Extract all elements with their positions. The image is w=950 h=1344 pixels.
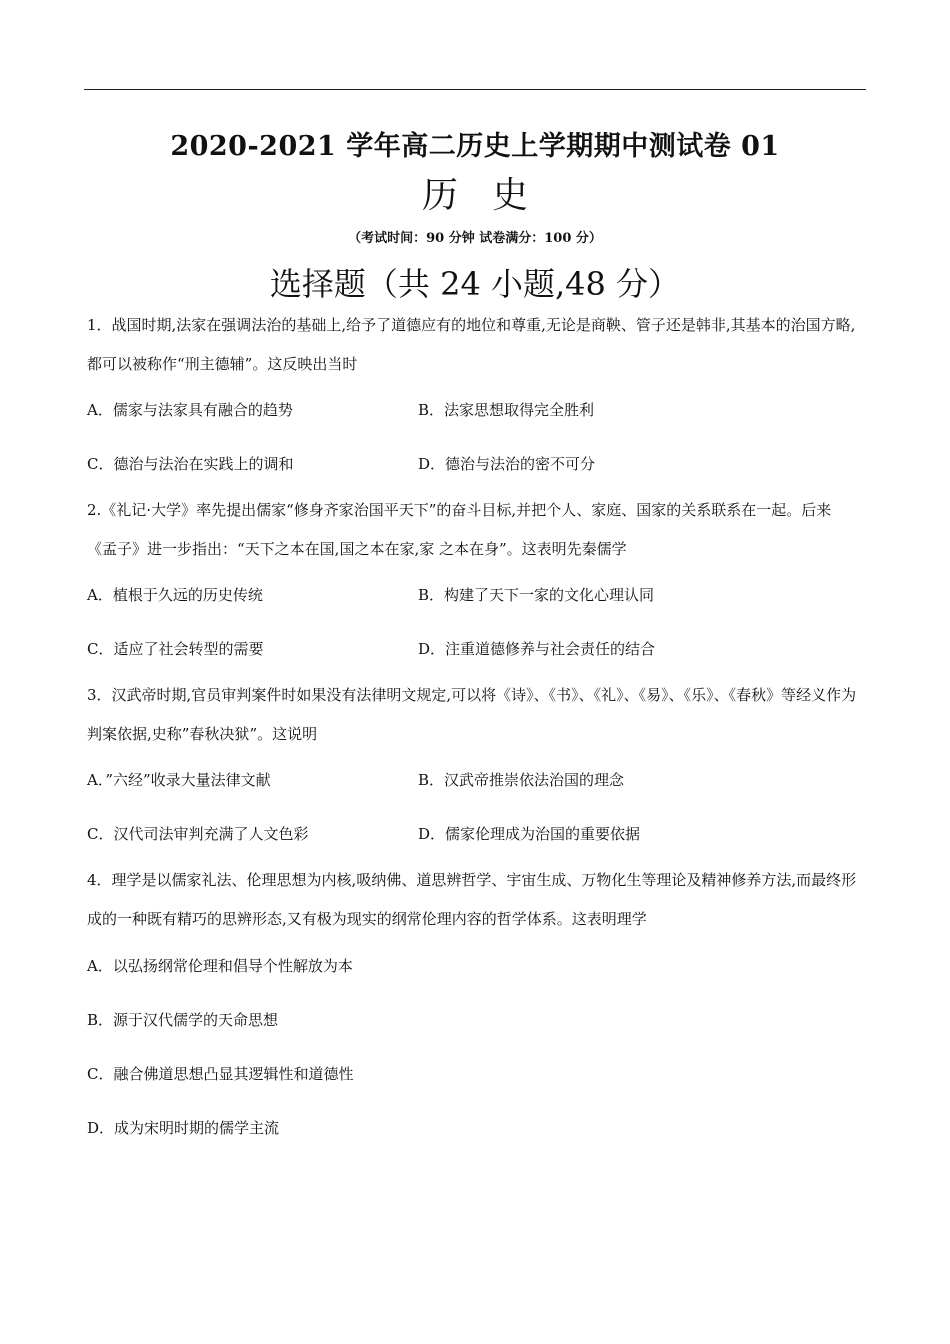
question-3 — [87, 676, 857, 861]
header-rule — [84, 89, 866, 90]
option-c[interactable]: C．汉代司法审判充满了人文色彩 — [87, 825, 309, 843]
option-a[interactable]: A．以弘扬纲常伦理和倡导个性解放为本 — [87, 957, 353, 975]
subject-name: 历史 — [421, 175, 562, 216]
option-b[interactable]: B．汉武帝推崇依法治国的理念 — [418, 771, 625, 789]
options — [87, 939, 857, 1155]
question-list — [87, 306, 857, 1155]
option-c[interactable]: C．德治与法治在实践上的调和 — [87, 455, 294, 473]
question-stem: 3．汉武帝时期,官员审判案件时如果没有法律明文规定,可以将《诗》、《书》、《礼》、《易》、《乐》、《春秋》等经义作为判案依据,史称”春秋决狱”。这说明 — [87, 686, 857, 743]
option-b[interactable]: B．构建了天下一家的文化心理认同 — [418, 586, 655, 604]
option-d[interactable]: D．成为宋明时期的儒学主流 — [87, 1119, 280, 1137]
question-stem: 1．战国时期,法家在强调法治的基础上,给予了道德应有的地位和尊重,无论是商鞅、管子还是韩非,其基本的治国方略,都可以被称作“刑主德辅”。这反映出当时 — [87, 316, 856, 373]
option-a[interactable]: A．儒家与法家具有融合的趋势 — [87, 401, 293, 419]
question-4 — [87, 861, 857, 1155]
options — [87, 568, 857, 676]
option-c[interactable]: C．适应了社会转型的需要 — [87, 640, 264, 658]
option-d[interactable]: D．注重道德修养与社会责任的结合 — [418, 640, 656, 658]
option-b[interactable]: B．法家思想取得完全胜利 — [418, 401, 595, 419]
exam-info: （考试时间：90 分钟 试卷满分：100 分） — [348, 231, 602, 246]
option-a[interactable]: A．”六经”收录大量法律文献 — [87, 771, 271, 789]
option-b[interactable]: B．源于汉代儒学的天命思想 — [87, 1011, 279, 1029]
exam-title: 2020-2021 学年高二历史上学期期中测试卷 01 — [170, 131, 780, 162]
option-d[interactable]: D．儒家伦理成为治国的重要依据 — [418, 825, 641, 843]
question-stem: 2.《礼记·大学》率先提出儒家“修身齐家治国平天下”的奋斗目标,并把个人、家庭、国家的关系联系在一起。后来《孟子》进一步指出：“天下之本在国,国之本在家,家 之本在身”。这表明先秦儒学 — [87, 501, 832, 558]
question-stem: 4．理学是以儒家礼法、伦理思想为内核,吸纳佛、道思辨哲学、宇宙生成、万物化生等理论及精神修养方法,而最终形成的一种既有精巧的思辨形态,又有极为现实的纲常伦理内容的哲学体系。这表明理学 — [87, 871, 857, 928]
option-c[interactable]: C．融合佛道思想凸显其逻辑性和道德性 — [87, 1065, 354, 1083]
question-2 — [87, 491, 857, 676]
section-heading: 选择题（共 24 小题,48 分） — [269, 265, 681, 303]
options — [87, 383, 857, 491]
option-d[interactable]: D．德治与法治的密不可分 — [418, 455, 596, 473]
option-a[interactable]: A．植根于久远的历史传统 — [87, 586, 263, 604]
question-1 — [87, 306, 857, 491]
options — [87, 753, 857, 861]
